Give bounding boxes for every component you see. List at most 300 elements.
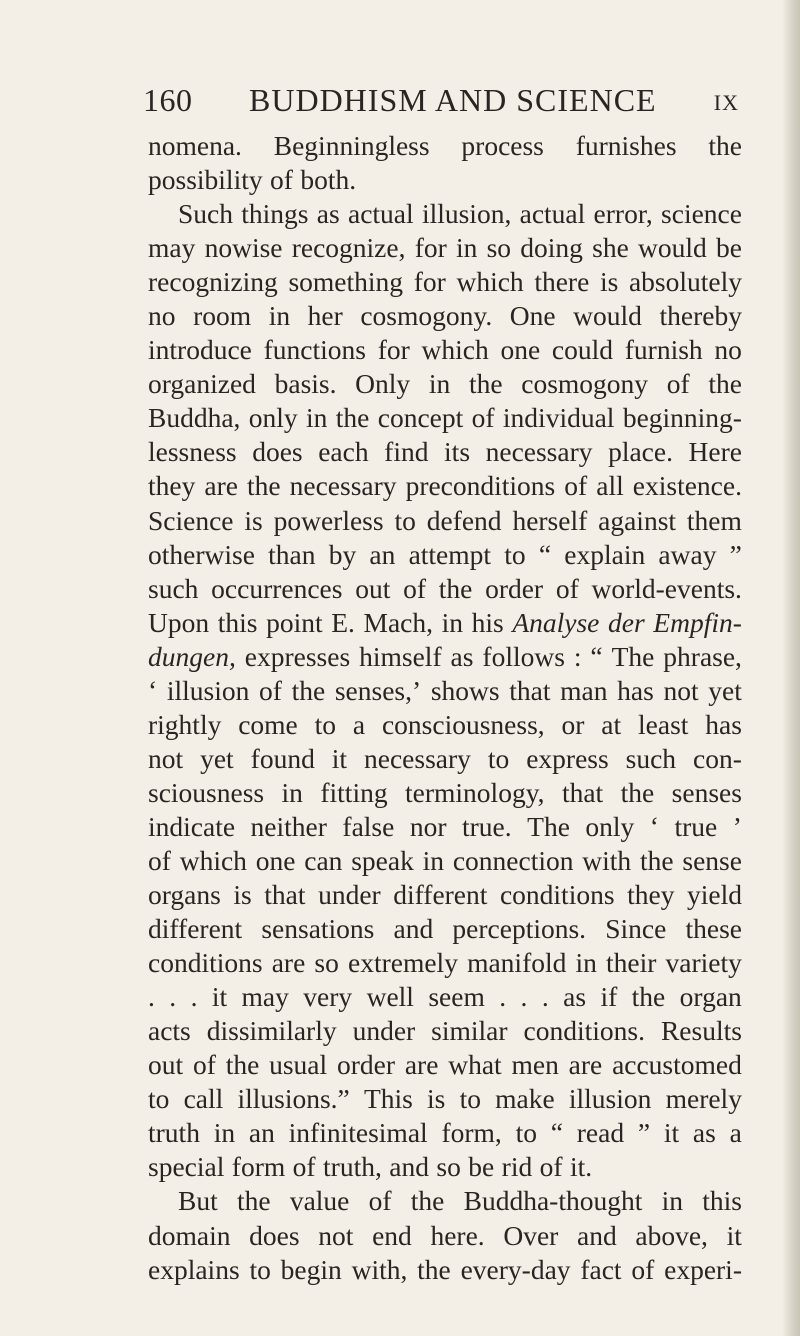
word: ’ bbox=[732, 810, 742, 842]
word: domain bbox=[148, 1219, 231, 1251]
word: in bbox=[306, 402, 328, 434]
word: rightly bbox=[148, 708, 222, 740]
text-line bbox=[148, 469, 742, 503]
word: . bbox=[169, 981, 177, 1013]
word: out bbox=[355, 572, 391, 604]
word: so bbox=[436, 1151, 461, 1183]
word: of bbox=[631, 1253, 655, 1285]
word: form, bbox=[441, 1117, 502, 1149]
text-line bbox=[148, 1184, 742, 1218]
word: which bbox=[421, 334, 489, 366]
word: is bbox=[233, 879, 252, 911]
word: has bbox=[705, 708, 742, 740]
word: a bbox=[729, 1117, 742, 1149]
word: in bbox=[661, 1185, 683, 1217]
word: cosmogony. bbox=[360, 300, 493, 332]
text-line bbox=[148, 1253, 742, 1287]
word: not bbox=[148, 742, 184, 774]
word: a bbox=[352, 708, 366, 740]
word: individual bbox=[502, 402, 615, 434]
word: it bbox=[331, 742, 348, 774]
word: thereby bbox=[659, 300, 742, 332]
word: “ bbox=[538, 538, 552, 570]
word: are bbox=[404, 1049, 439, 1081]
word: The bbox=[611, 640, 655, 672]
text-line bbox=[148, 265, 742, 299]
word: phrase, bbox=[663, 640, 742, 672]
word: man bbox=[560, 674, 608, 706]
word: them bbox=[686, 504, 742, 536]
word: things bbox=[241, 198, 309, 230]
word: of bbox=[259, 674, 282, 706]
word: his bbox=[471, 606, 504, 638]
word: begin bbox=[280, 1253, 342, 1285]
text-line bbox=[148, 742, 742, 776]
word: yield bbox=[687, 879, 742, 911]
word: and bbox=[577, 1219, 617, 1251]
word: no bbox=[148, 300, 176, 332]
word: the bbox=[291, 674, 326, 706]
word: both. bbox=[300, 164, 357, 196]
word: are bbox=[271, 947, 306, 979]
word: under bbox=[352, 1015, 416, 1047]
word: the bbox=[631, 981, 666, 1013]
word: place. bbox=[608, 436, 673, 468]
word: is bbox=[599, 266, 619, 298]
word: nomena. bbox=[148, 130, 242, 161]
word: in bbox=[455, 232, 478, 264]
word: con- bbox=[693, 742, 742, 774]
word: . bbox=[190, 981, 198, 1013]
word: accustomed bbox=[612, 1049, 742, 1081]
word: otherwise bbox=[148, 538, 255, 570]
word: which bbox=[456, 266, 524, 298]
text-line bbox=[148, 1219, 742, 1253]
word: illusion, bbox=[421, 198, 512, 230]
word: yet bbox=[200, 742, 234, 774]
word: read bbox=[576, 1117, 625, 1149]
word: sensations bbox=[261, 913, 375, 945]
word: merely bbox=[665, 1083, 742, 1115]
word: illusion bbox=[568, 1083, 652, 1115]
word: or bbox=[561, 708, 585, 740]
word: variety bbox=[665, 947, 742, 979]
word: senses,’ bbox=[334, 674, 422, 706]
text-line bbox=[148, 912, 742, 946]
word: they bbox=[627, 879, 675, 911]
word: for bbox=[413, 266, 446, 298]
word: what bbox=[448, 1049, 502, 1081]
word: science bbox=[661, 198, 742, 230]
word: may bbox=[148, 232, 196, 264]
word: herself bbox=[512, 504, 588, 536]
word: such bbox=[625, 742, 677, 774]
word: be bbox=[715, 232, 742, 264]
word: infinitesimal bbox=[288, 1117, 428, 1149]
text-line bbox=[148, 197, 742, 231]
word: basis. bbox=[274, 368, 337, 400]
word: there bbox=[534, 266, 590, 298]
word: true. bbox=[462, 810, 512, 842]
word: it bbox=[726, 1219, 742, 1251]
word: here. bbox=[430, 1219, 485, 1251]
word: . bbox=[499, 981, 507, 1013]
word: Beginningless bbox=[273, 130, 430, 161]
text-line bbox=[148, 1048, 742, 1082]
text-line bbox=[148, 538, 742, 572]
word: concept bbox=[377, 402, 464, 434]
word: false bbox=[342, 810, 395, 842]
word: is bbox=[244, 504, 263, 536]
word: . bbox=[148, 981, 155, 1013]
word: true bbox=[674, 810, 718, 842]
word: value bbox=[289, 1185, 350, 1217]
word: actual bbox=[519, 198, 586, 230]
word: process bbox=[461, 130, 544, 161]
word: necessary bbox=[485, 436, 593, 468]
word: similar bbox=[431, 1015, 508, 1047]
word: different bbox=[148, 913, 243, 945]
text-line bbox=[148, 435, 742, 469]
word: seem bbox=[428, 981, 485, 1013]
word: organized bbox=[148, 368, 256, 400]
word: of bbox=[148, 844, 171, 876]
word: explain bbox=[564, 538, 646, 570]
word: nor bbox=[409, 810, 447, 842]
word: to bbox=[249, 1253, 271, 1285]
word: to bbox=[148, 1083, 170, 1115]
word: least bbox=[638, 708, 689, 740]
word: sciousness bbox=[148, 776, 265, 808]
italic-word: der bbox=[608, 606, 645, 638]
word: could bbox=[551, 334, 614, 366]
word: to bbox=[487, 742, 510, 774]
page-number: 160 bbox=[143, 82, 193, 118]
word: Only bbox=[355, 368, 411, 400]
word: functions bbox=[263, 334, 366, 366]
word: recognize, bbox=[291, 232, 406, 264]
italic-word: dungen, bbox=[148, 640, 236, 672]
word: Such bbox=[178, 198, 233, 230]
word: and bbox=[393, 913, 434, 945]
word: in bbox=[428, 368, 451, 400]
word: in bbox=[422, 844, 445, 876]
word: the bbox=[225, 1049, 260, 1081]
word: if bbox=[600, 981, 618, 1013]
word: express bbox=[526, 742, 609, 774]
word: as bbox=[692, 1117, 716, 1149]
word: conditions bbox=[148, 947, 263, 979]
word: beginning- bbox=[622, 402, 742, 434]
word: illusions.” bbox=[237, 1083, 350, 1115]
word: so bbox=[314, 947, 339, 979]
word: she bbox=[592, 232, 629, 264]
word: conditions. bbox=[523, 1015, 645, 1047]
page-edge-shadow bbox=[782, 0, 800, 1336]
word: necessary bbox=[364, 742, 471, 774]
word: yet bbox=[708, 674, 742, 706]
word: speak bbox=[351, 844, 414, 876]
word: Upon bbox=[148, 606, 210, 638]
word: the bbox=[620, 776, 655, 808]
word: doing bbox=[520, 232, 583, 264]
word: occurrences bbox=[211, 572, 343, 604]
word: than bbox=[268, 538, 316, 570]
word: for bbox=[414, 232, 447, 264]
word: Results bbox=[660, 1015, 742, 1047]
word: sense bbox=[682, 844, 742, 876]
word: consciousness, bbox=[381, 708, 545, 740]
word: of bbox=[564, 470, 588, 502]
word: one bbox=[500, 334, 541, 366]
word: . bbox=[541, 981, 549, 1013]
word: which bbox=[179, 844, 247, 876]
word: would bbox=[638, 232, 707, 264]
word: well bbox=[366, 981, 414, 1013]
word: not bbox=[318, 1219, 354, 1251]
word: her bbox=[307, 300, 343, 332]
page-header bbox=[143, 82, 739, 122]
word: above, bbox=[635, 1219, 708, 1251]
word: connection bbox=[452, 844, 574, 876]
word: furnish bbox=[624, 334, 703, 366]
word: But bbox=[178, 1185, 218, 1217]
word: manifold bbox=[467, 947, 567, 979]
word: all bbox=[596, 470, 624, 502]
word: has bbox=[617, 674, 654, 706]
text-line bbox=[148, 640, 742, 674]
word: Buddha, bbox=[148, 402, 241, 434]
word: men bbox=[511, 1049, 559, 1081]
word: the bbox=[335, 402, 370, 434]
word: something bbox=[288, 266, 404, 298]
word: introduce bbox=[148, 334, 252, 366]
word: different bbox=[393, 879, 488, 911]
word: an bbox=[369, 538, 396, 570]
word: does bbox=[249, 1219, 300, 1251]
word: out bbox=[148, 1049, 184, 1081]
italic-word: Empfin- bbox=[653, 606, 742, 638]
word: the bbox=[410, 1185, 445, 1217]
word: it. bbox=[570, 1151, 593, 1183]
word: with bbox=[582, 844, 632, 876]
word: explains bbox=[148, 1253, 240, 1285]
word: furnishes bbox=[575, 130, 677, 161]
word: : bbox=[573, 640, 582, 672]
word: the bbox=[708, 130, 742, 161]
word: This bbox=[363, 1083, 413, 1115]
word: can bbox=[304, 844, 343, 876]
word: the bbox=[468, 368, 503, 400]
word: that bbox=[509, 674, 551, 706]
text-line bbox=[148, 606, 742, 640]
word: “ bbox=[550, 1117, 563, 1149]
word: found bbox=[250, 742, 315, 774]
word: to bbox=[515, 1117, 537, 1149]
word: that bbox=[264, 879, 306, 911]
word: actual bbox=[348, 198, 414, 230]
word: that bbox=[561, 776, 604, 808]
word: it bbox=[663, 1117, 680, 1149]
word: each bbox=[318, 436, 369, 468]
word: himself bbox=[359, 640, 442, 672]
word: experi- bbox=[664, 1253, 742, 1285]
word: are bbox=[568, 1049, 603, 1081]
word: One bbox=[509, 300, 556, 332]
text-line bbox=[148, 129, 742, 163]
word: Over bbox=[503, 1219, 559, 1251]
word: room bbox=[193, 300, 252, 332]
text-line bbox=[148, 1014, 742, 1048]
chapter-number: IX bbox=[713, 90, 739, 115]
word: fitting bbox=[320, 776, 388, 808]
word: would bbox=[573, 300, 642, 332]
word: of bbox=[270, 164, 293, 196]
text-line bbox=[148, 401, 742, 435]
word: ” bbox=[637, 1117, 651, 1149]
word: come bbox=[238, 708, 298, 740]
word: senses bbox=[671, 776, 742, 808]
word: of bbox=[539, 1151, 563, 1183]
text-line bbox=[148, 946, 742, 980]
word: expresses bbox=[244, 640, 351, 672]
word: order bbox=[485, 572, 544, 604]
word: the bbox=[247, 470, 281, 502]
word: are bbox=[204, 470, 238, 502]
word: and bbox=[389, 1151, 429, 1183]
text-line bbox=[148, 1116, 742, 1150]
word: to bbox=[394, 504, 416, 536]
word: these bbox=[685, 913, 742, 945]
word: defend bbox=[426, 504, 502, 536]
word: the bbox=[236, 1185, 271, 1217]
word: its bbox=[444, 436, 471, 468]
word: as bbox=[450, 640, 474, 672]
word: very bbox=[303, 981, 353, 1013]
word: their bbox=[606, 947, 657, 979]
word: to bbox=[504, 538, 526, 570]
word: to bbox=[459, 1083, 481, 1115]
text-line bbox=[148, 163, 742, 197]
word: of bbox=[471, 402, 495, 434]
word: call bbox=[183, 1083, 224, 1115]
word: recognizing bbox=[148, 266, 278, 298]
word: of bbox=[192, 1049, 216, 1081]
word: acts bbox=[148, 1015, 191, 1047]
word: truth, bbox=[323, 1151, 382, 1183]
word: error, bbox=[593, 198, 653, 230]
word: this bbox=[702, 1185, 742, 1217]
word: neither bbox=[250, 810, 327, 842]
word: away bbox=[658, 538, 717, 570]
word: as bbox=[563, 981, 587, 1013]
word: possibility bbox=[148, 164, 263, 196]
text-line bbox=[148, 844, 742, 878]
word: of bbox=[368, 1185, 392, 1217]
word: dissimilarly bbox=[206, 1015, 337, 1047]
word: Mach, bbox=[363, 606, 434, 638]
word: Since bbox=[605, 913, 667, 945]
word: fact bbox=[580, 1253, 622, 1285]
word: to bbox=[314, 708, 337, 740]
word: ‘ bbox=[148, 674, 158, 706]
word: make bbox=[495, 1083, 555, 1115]
word: such bbox=[148, 572, 199, 604]
text-line bbox=[148, 776, 742, 810]
word: world-events. bbox=[591, 572, 742, 604]
word: they bbox=[148, 470, 196, 502]
word: follows bbox=[482, 640, 565, 672]
word: indicate bbox=[148, 810, 236, 842]
word: of bbox=[555, 572, 579, 604]
word: Here bbox=[688, 436, 742, 468]
text-line bbox=[148, 1150, 742, 1184]
word: in bbox=[281, 776, 303, 808]
word: order bbox=[336, 1049, 396, 1081]
text-line bbox=[148, 878, 742, 912]
text-line bbox=[148, 674, 742, 708]
text-line bbox=[148, 810, 742, 844]
word: so bbox=[486, 232, 512, 264]
word: this bbox=[217, 606, 258, 638]
word: Science bbox=[148, 504, 234, 536]
word: cosmogony bbox=[521, 368, 649, 400]
word: special bbox=[148, 1151, 225, 1183]
word: of bbox=[292, 1151, 316, 1183]
word: conditions bbox=[499, 879, 615, 911]
word: the bbox=[438, 572, 473, 604]
running-title: BUDDHISM AND SCIENCE bbox=[249, 82, 657, 118]
word: in bbox=[441, 606, 464, 638]
word: one bbox=[255, 844, 296, 876]
word: under bbox=[318, 879, 381, 911]
word: may bbox=[241, 981, 289, 1013]
word: rid bbox=[501, 1151, 533, 1183]
text-line bbox=[148, 708, 742, 742]
word: as bbox=[316, 198, 340, 230]
word: be bbox=[468, 1151, 495, 1183]
text-line bbox=[148, 333, 742, 367]
word: usual bbox=[269, 1049, 328, 1081]
word: not bbox=[663, 674, 699, 706]
word: attempt bbox=[408, 538, 492, 570]
word: by bbox=[328, 538, 357, 570]
word: for bbox=[377, 334, 410, 366]
word: ‘ bbox=[649, 810, 659, 842]
word: only bbox=[248, 402, 298, 434]
word: with, bbox=[351, 1253, 408, 1285]
word: in bbox=[213, 1117, 236, 1149]
word: “ bbox=[590, 640, 603, 672]
word: E. bbox=[331, 606, 355, 638]
word: terminology, bbox=[405, 776, 545, 808]
word: against bbox=[598, 504, 677, 536]
word: form bbox=[231, 1151, 286, 1183]
text-line bbox=[148, 231, 742, 265]
word: find bbox=[384, 436, 429, 468]
word: Buddha-thought bbox=[463, 1185, 643, 1217]
word: of bbox=[403, 572, 426, 604]
body-text bbox=[148, 129, 742, 1287]
word: of bbox=[666, 368, 690, 400]
word: it bbox=[211, 981, 228, 1013]
italic-word: Analyse bbox=[512, 606, 600, 638]
word: nowise bbox=[204, 232, 283, 264]
word: is bbox=[427, 1083, 446, 1115]
word: extremely bbox=[348, 947, 458, 979]
word: no bbox=[714, 334, 742, 366]
word: illusion bbox=[166, 674, 250, 706]
